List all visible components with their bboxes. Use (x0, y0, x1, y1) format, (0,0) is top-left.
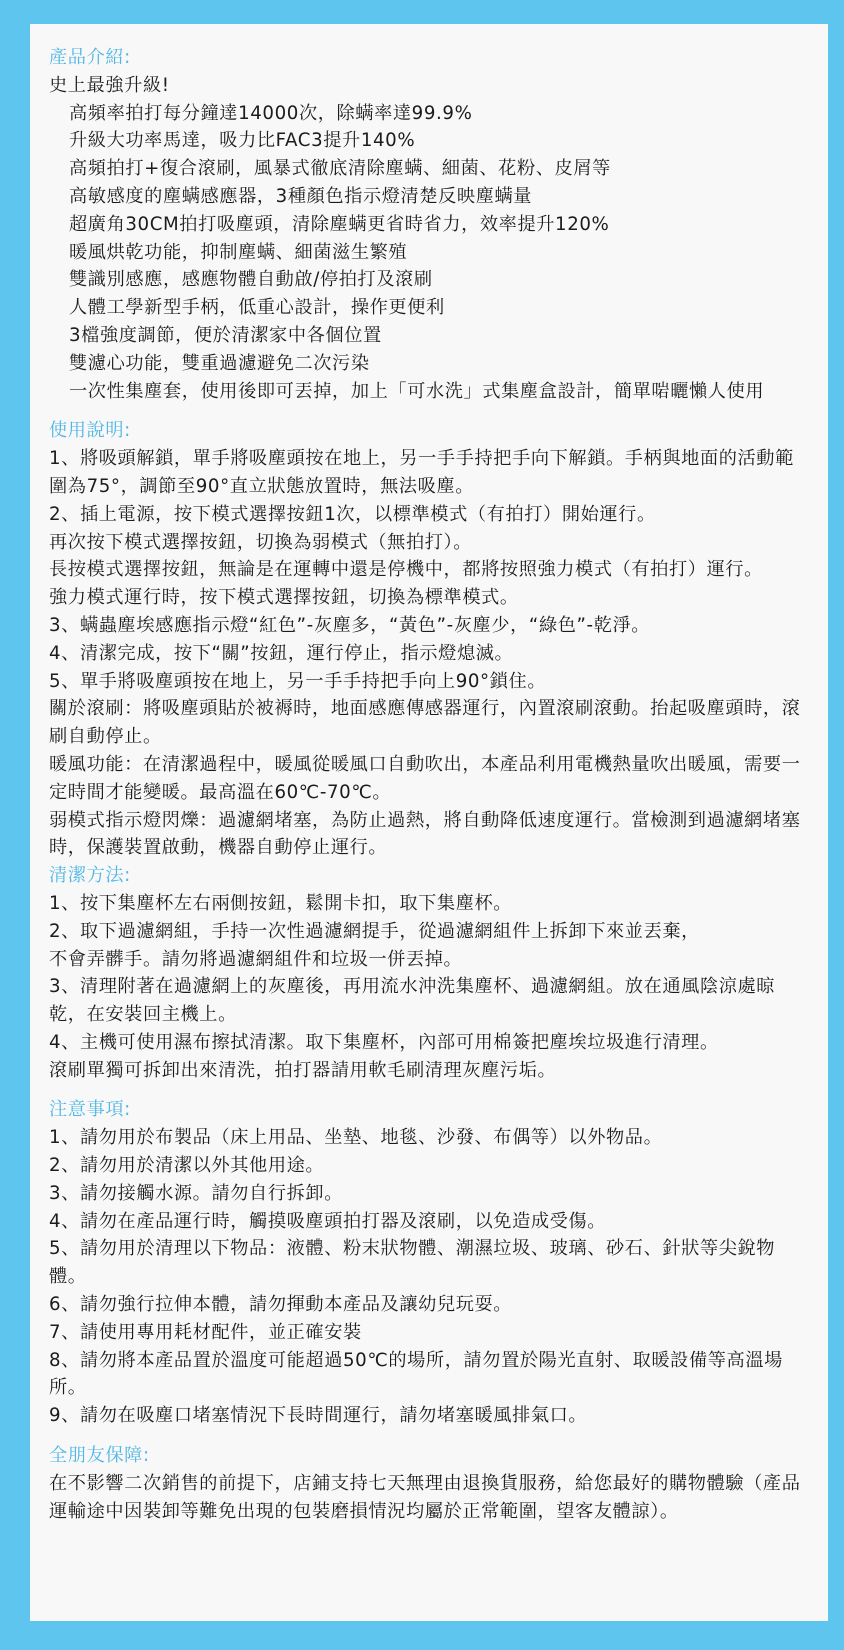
usage-line: 關於滾刷：將吸塵頭貼於被褥時，地面感應傳感器運行，內置滾刷滾動。抬起吸塵頭時，滾刷自動停止。 (49, 698, 801, 748)
usage-line: 2、插上電源，按下模式選擇按鈕1次，以標準模式（有拍打）開始運行。 (49, 503, 656, 525)
notes-line: 2、請勿用於清潔以外其他用途。 (49, 1155, 325, 1177)
notes-line: 4、請勿在產品運行時，觸摸吸塵頭拍打器及滾刷，以免造成受傷。 (49, 1210, 607, 1232)
usage-line: 暖風功能：在清潔過程中，暖風從暖風口自動吹出，本產品利用電機熱量吹出暖風，需要一定時間才能變暖。最高溫在60℃-70℃。 (49, 753, 801, 803)
notes-line: 9、請勿在吸塵口堵塞情況下長時間運行，請勿堵塞暖風排氣口。 (49, 1405, 588, 1427)
intro-heading: 產品介紹: (49, 47, 131, 68)
usage-line: 4、清潔完成，按下“關”按鈕，運行停止，指示燈熄滅。 (49, 642, 514, 664)
product-description-panel (30, 24, 828, 1621)
notes-line: 7、請使用專用耗材配件，並正確安裝 (49, 1321, 362, 1343)
guarantee-heading: 全朋友保障: (49, 1445, 150, 1467)
intro-line: 雙識別感應，感應物體自動啟/停拍打及滾刷 (69, 269, 433, 291)
usage-line: 長按模式選擇按鈕，無論是在運轉中還是停機中，都將按照強力模式（有拍打）運行。 (49, 559, 763, 581)
intro-line (49, 378, 808, 406)
section-gap (49, 1084, 808, 1096)
usage-heading: 使用說明: (49, 420, 131, 442)
cleaning-line: 滾刷單獨可拆卸出來清洗，拍打器請用軟毛刷清理灰塵污垢。 (49, 1059, 557, 1081)
intro-line: 高頻拍打+復合滾刷，風暴式徹底清除塵螨、細菌、花粉、皮屑等 (69, 158, 611, 180)
intro-line: 高頻率拍打每分鐘達14000次，除螨率達99.9% (69, 102, 473, 124)
cleaning-line: 不會弄髒手。請勿將過濾網組件和垃圾一併丟掉。 (49, 948, 463, 970)
notes-line: 5、請勿用於清理以下物品：液體、粉末狀物體、潮濕垃圾、玻璃、砂石、針狀等尖銳物體。 (49, 1238, 776, 1288)
usage-line: 強力模式運行時，按下模式選擇按鈕，切換為標準模式。 (49, 587, 519, 609)
intro-line: 暖風烘乾功能，抑制塵螨、細菌滋生繁殖 (69, 241, 408, 263)
usage-line: 弱模式指示燈閃爍：過濾網堵塞，為防止過熱，將自動降低速度運行。當檢測到過濾網堵塞時，保護裝置啟動，機器自動停止運行。 (49, 809, 801, 859)
usage-line: 再次按下模式選擇按鈕，切換為弱模式（無拍打）。 (49, 531, 473, 553)
cleaning-line: 4、主機可使用濕布擦拭清潔。取下集塵杯，內部可用棉簽把塵埃垃圾進行清理。 (49, 1031, 719, 1053)
intro-line: 人體工學新型手柄，低重心設計，操作更便利 (69, 297, 445, 319)
intro-line: 3檔強度調節，便於清潔家中各個位置 (69, 324, 382, 346)
section-gap (49, 405, 808, 417)
cleaning-line: 1、按下集塵杯左右兩側按鈕，鬆開卡扣，取下集塵杯。 (49, 892, 513, 914)
notes-heading: 注意事項: (49, 1099, 131, 1121)
cleaning-line: 2、取下過濾網組，手持一次性過濾網提手，從過濾網組件上拆卸下來並丟棄， (49, 920, 700, 942)
section-gap (49, 1430, 808, 1442)
intro-line: 雙濾心功能，雙重過濾避免二次污染 (69, 352, 370, 374)
intro-line: 升級大功率馬達，吸力比FAC3提升140% (69, 130, 416, 152)
guarantee-line: 在不影響二次銷售的前提下，店鋪支持七天無理由退換貨服務，給您最好的購物體驗（產品運輸途中因裝卸等難免出現的包裝磨損情況均屬於正常範圍，望客友體諒）。 (49, 1472, 801, 1522)
usage-line: 3、螨蟲塵埃感應指示燈“紅色”-灰塵多，“黃色”-灰塵少，“綠色”-乾淨。 (49, 614, 651, 636)
notes-line: 8、請勿將本產品置於溫度可能超過50℃的場所，請勿置於陽光直射、取暖設備等高溫場所。 (49, 1349, 783, 1399)
intro-line: 高敏感度的塵螨感應器，3種顏色指示燈清楚反映塵螨量 (69, 185, 533, 207)
cleaning-heading: 清潔方法: (49, 865, 131, 887)
cleaning-line: 3、清理附著在過濾網上的灰塵後，再用流水沖洗集塵杯、過濾網組。放在通風陰涼處晾乾，在安裝回主機上。 (49, 976, 776, 1026)
notes-line: 6、請勿強行拉伸本體，請勿揮動本產品及讓幼兒玩耍。 (49, 1294, 513, 1316)
usage-line: 1、將吸頭解鎖，單手將吸塵頭按在地上，另一手手持把手向下解鎖。手柄與地面的活動範圍為75°，調節至90°直立狀態放置時，無法吸塵。 (49, 448, 794, 497)
intro-line: 史上最強升級! (49, 74, 170, 96)
notes-line: 1、請勿用於布製品（床上用品、坐墊、地毯、沙發、布偶等）以外物品。 (49, 1127, 663, 1149)
notes-line: 3、請勿接觸水源。請勿自行拆卸。 (49, 1182, 343, 1204)
usage-line: 5、單手將吸塵頭按在地上，另一手手持把手向上90°鎖住。 (49, 670, 547, 692)
intro-line-text: 一次性集塵套，使用後即可丟掉，加上「可水洗」式集塵盒設計，簡單啱曬懶人使用 (69, 380, 765, 402)
intro-line: 超廣角30CM拍打吸塵頭，清除塵螨更省時省力，效率提升120% (69, 213, 610, 235)
